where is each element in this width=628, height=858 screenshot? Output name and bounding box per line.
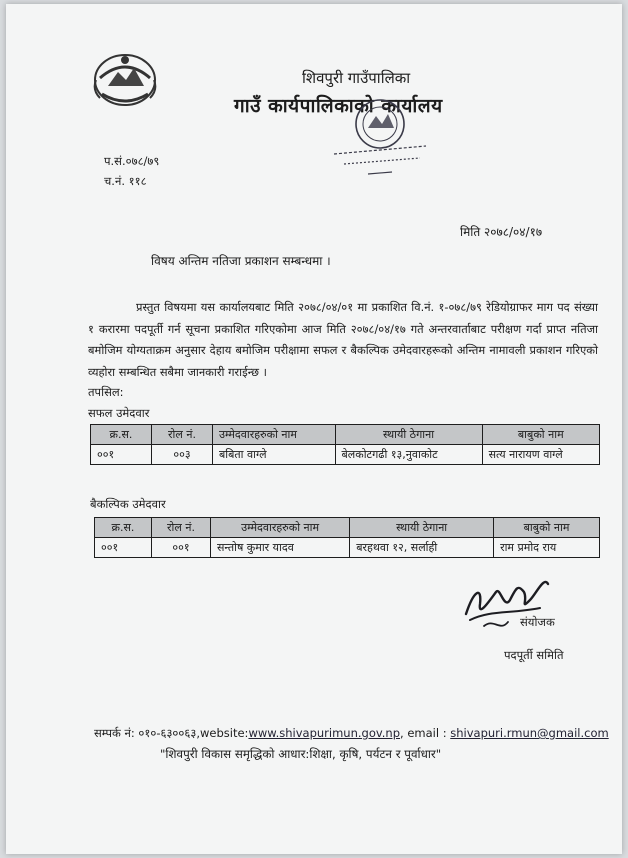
website-link[interactable]: www.shivapurimun.gov.np (248, 726, 401, 740)
column-header: क्र.स. (91, 425, 152, 445)
table-cell: बरहथवा १२, सर्लाही (350, 538, 494, 558)
table-cell: बेलकोटगढी १३,नुवाकोट (335, 445, 482, 465)
details-label: तपसिल: (88, 385, 124, 399)
letter-body: प्रस्तुत विषयमा यस कार्यालयबाट मिति २०७८/०४/०१ मा प्रकाशित वि.नं. १-०७८/७९ रेडियोग्राफर माग पद संख्या १ करारमा पदपूर्ती गर्न सूचना प्रकाशित गरिएकोमा आज मिति २०७८/०४/१७ गते अन्तरवार्ताबाट परीक्षण गर्दा प्राप्त नतिजा बमोजिम योग्यताक्रम अनुसार देहाय बमोजिम परीक्षामा सफल र बैकल्पिक उमेदवारहरूको अन्तिम नामावली प्रकाशन गरिएको व्यहोरा सम्बन्धित सबैमा जानकारी गराईन्छ । (88, 300, 598, 379)
letter-date: मिति २०७८/०४/१७ (460, 225, 543, 239)
office-name: गाउँ कार्यपालिकाको कार्यालय (234, 95, 443, 117)
table-cell: राम प्रमोद राय (494, 538, 600, 558)
letter-number: प.सं.०७८/७९ (104, 154, 160, 168)
column-header: उम्मेदवारहरुको नाम (211, 518, 350, 538)
successful-candidates-table (90, 424, 600, 465)
table-header-row (91, 425, 600, 445)
table-row (91, 445, 600, 465)
slogan: "शिवपुरी विकास समृद्धिको आधार:शिक्षा, कृषि, पर्यटन र पूर्वाधार" (160, 747, 442, 761)
letter-page (6, 4, 622, 854)
column-header: बाबुको नाम (482, 425, 599, 445)
successful-candidates-label: सफल उमेदवार (88, 406, 150, 420)
table-cell: ००१ (152, 538, 211, 558)
column-header: क्र.स. (95, 518, 152, 538)
nepal-emblem-icon (88, 50, 162, 108)
contact-line (94, 726, 609, 741)
office-seal-icon (328, 92, 432, 180)
table-cell: ००१ (91, 445, 152, 465)
email-link[interactable]: shivapuri.rmun@gmail.com (450, 726, 609, 740)
table-cell: ००१ (95, 538, 152, 558)
committee-name: पदपूर्ती समिति (504, 648, 564, 662)
table-cell: ००३ (152, 445, 213, 465)
signatory-title: संयोजक (520, 615, 555, 629)
email-prefix: , email : (400, 726, 451, 740)
dispatch-number: च.नं. ११८ (104, 174, 147, 188)
table-cell: सन्तोष कुमार यादव (211, 538, 350, 558)
column-header: उम्मेदवारहरुको नाम (213, 425, 336, 445)
alternate-candidates-label: बैकल्पिक उमेदवार (90, 497, 166, 511)
table-row (95, 538, 600, 558)
contact-phone: सम्पर्क नं: ०१०-६३००६३,website: (94, 726, 249, 740)
table-cell: सत्य नारायण वाग्ले (482, 445, 599, 465)
table-header-row (95, 518, 600, 538)
alternate-candidates-table (94, 517, 600, 558)
column-header: स्थायी ठेगाना (335, 425, 482, 445)
column-header: रोल नं. (152, 425, 213, 445)
table-cell: बबिता वाग्ले (213, 445, 336, 465)
column-header: स्थायी ठेगाना (350, 518, 494, 538)
column-header: रोल नं. (152, 518, 211, 538)
column-header: बाबुको नाम (494, 518, 600, 538)
letter-subject: विषय अन्तिम नतिजा प्रकाशन सम्बन्धमा । (151, 254, 331, 268)
municipality-name: शिवपुरी गाउँपालिका (302, 69, 411, 87)
